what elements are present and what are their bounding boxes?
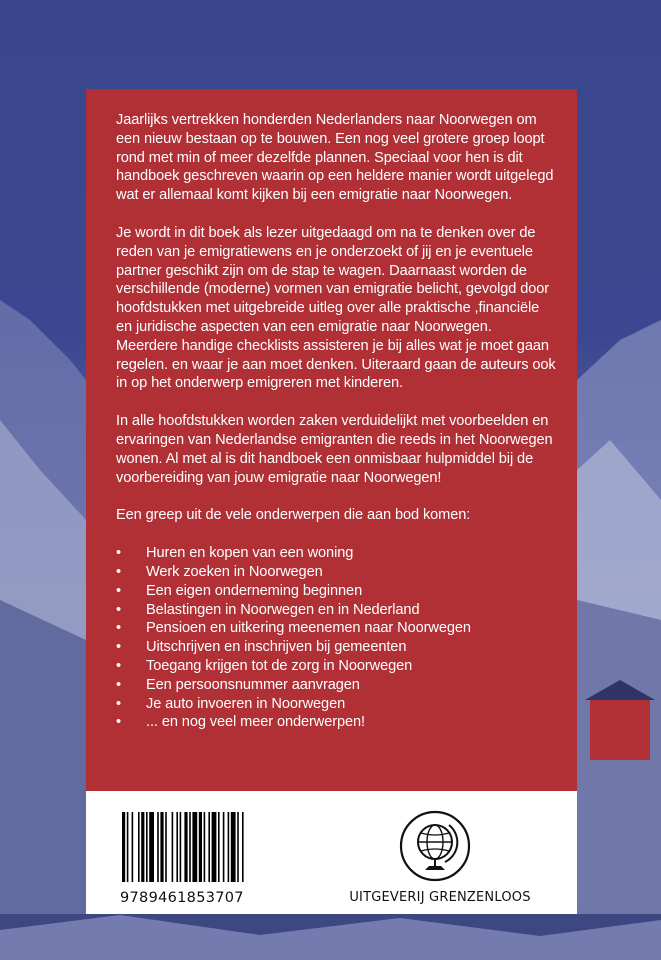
list-item [116,695,556,714]
topic-label: Je auto invoeren in Noorwegen [146,695,346,712]
topic-label: Huren en kopen van een woning [146,545,354,562]
list-item [116,657,556,676]
bullet-icon: • [116,545,122,562]
list-item [116,601,556,620]
bullet-icon: • [116,695,122,712]
list-item [116,563,556,582]
isbn-number: 9789461853707 [120,890,244,906]
list-item [116,713,556,732]
topic-label: Belastingen in Noorwegen en in Nederland [146,601,420,618]
list-item [116,638,556,657]
topic-label: Uitschrijven en inschrijven bij gemeenten [146,639,407,656]
list-item [116,619,556,638]
topic-label: Toegang krijgen tot de zorg in Noorwegen [146,657,413,674]
bullet-icon: • [116,601,122,618]
globe-icon [399,810,471,882]
bullet-icon: • [116,657,122,674]
bullet-icon: • [116,714,122,731]
intro-paragraph: Jaarlijks vertrekken honderden Nederlanders naar Noorwegen om een nieuw bestaan op te bouwen. Een nog veel grotere groep loopt rond met min of meer dezelfde plannen. Speciaal voor hen is dit handboek geschreven waarin op een heldere manier wordt uitgelegd wat er allemaal komt kijken bij een emigratie naar Noorwegen. [116,112,554,204]
topics-heading: Een greep uit de vele onderwerpen die aan bod komen: [116,507,471,524]
topic-label: Een persoonsnummer aanvragen [146,676,360,693]
barcode-band [86,791,577,914]
topic-label: Een eigen onderneming beginnen [146,582,363,599]
list-item [116,582,556,601]
bullet-icon: • [116,620,122,637]
content-paragraph: Je wordt in dit boek als lezer uitgedaagd om na te denken over de reden van je emigratiewens en je onderzoekt of jij en je eventuele partner geschikt zijn om de stap te wagen. Daarnaast worden de verschillende (moderne) vormen van emigratie belicht, gevolgd door hoofdstukken met uitgebreide uitleg over alle praktische ,financiële en juridische aspecten van een emigratie naar Noorwegen. Meerdere handige checklists assisteren je bij alles wat je moet gaan regelen. en waar je aan moet denken. Uiteraard gaan de auteurs ook in op het onderwerp emigreren met kinderen. [116,224,556,392]
bullet-icon: • [116,563,122,580]
topics-list [116,544,556,732]
topic-label: ... en nog veel meer onderwerpen! [146,714,365,731]
chapters-paragraph: In alle hoofdstukken worden zaken verduidelijkt met voorbeelden en ervaringen van Nederlandse emigranten die reeds in het Noorwegen wonen. Al met al is dit handboek een onmisbaar hulpmiddel bij de voorbereiding van jouw emigratie naar Noorwegen! [116,413,553,486]
topic-label: Werk zoeken in Noorwegen [146,563,323,580]
list-item [116,676,556,695]
description-text [116,111,556,732]
description-panel [86,89,577,791]
publisher-name: UITGEVERIJ GRENZENLOOS [349,890,531,905]
bullet-icon: • [116,676,122,693]
bullet-icon: • [116,639,122,656]
topic-label: Pensioen en uitkering meenemen naar Noorwegen [146,620,471,637]
bullet-icon: • [116,582,122,599]
list-item [116,544,556,563]
barcode-image [120,812,296,882]
